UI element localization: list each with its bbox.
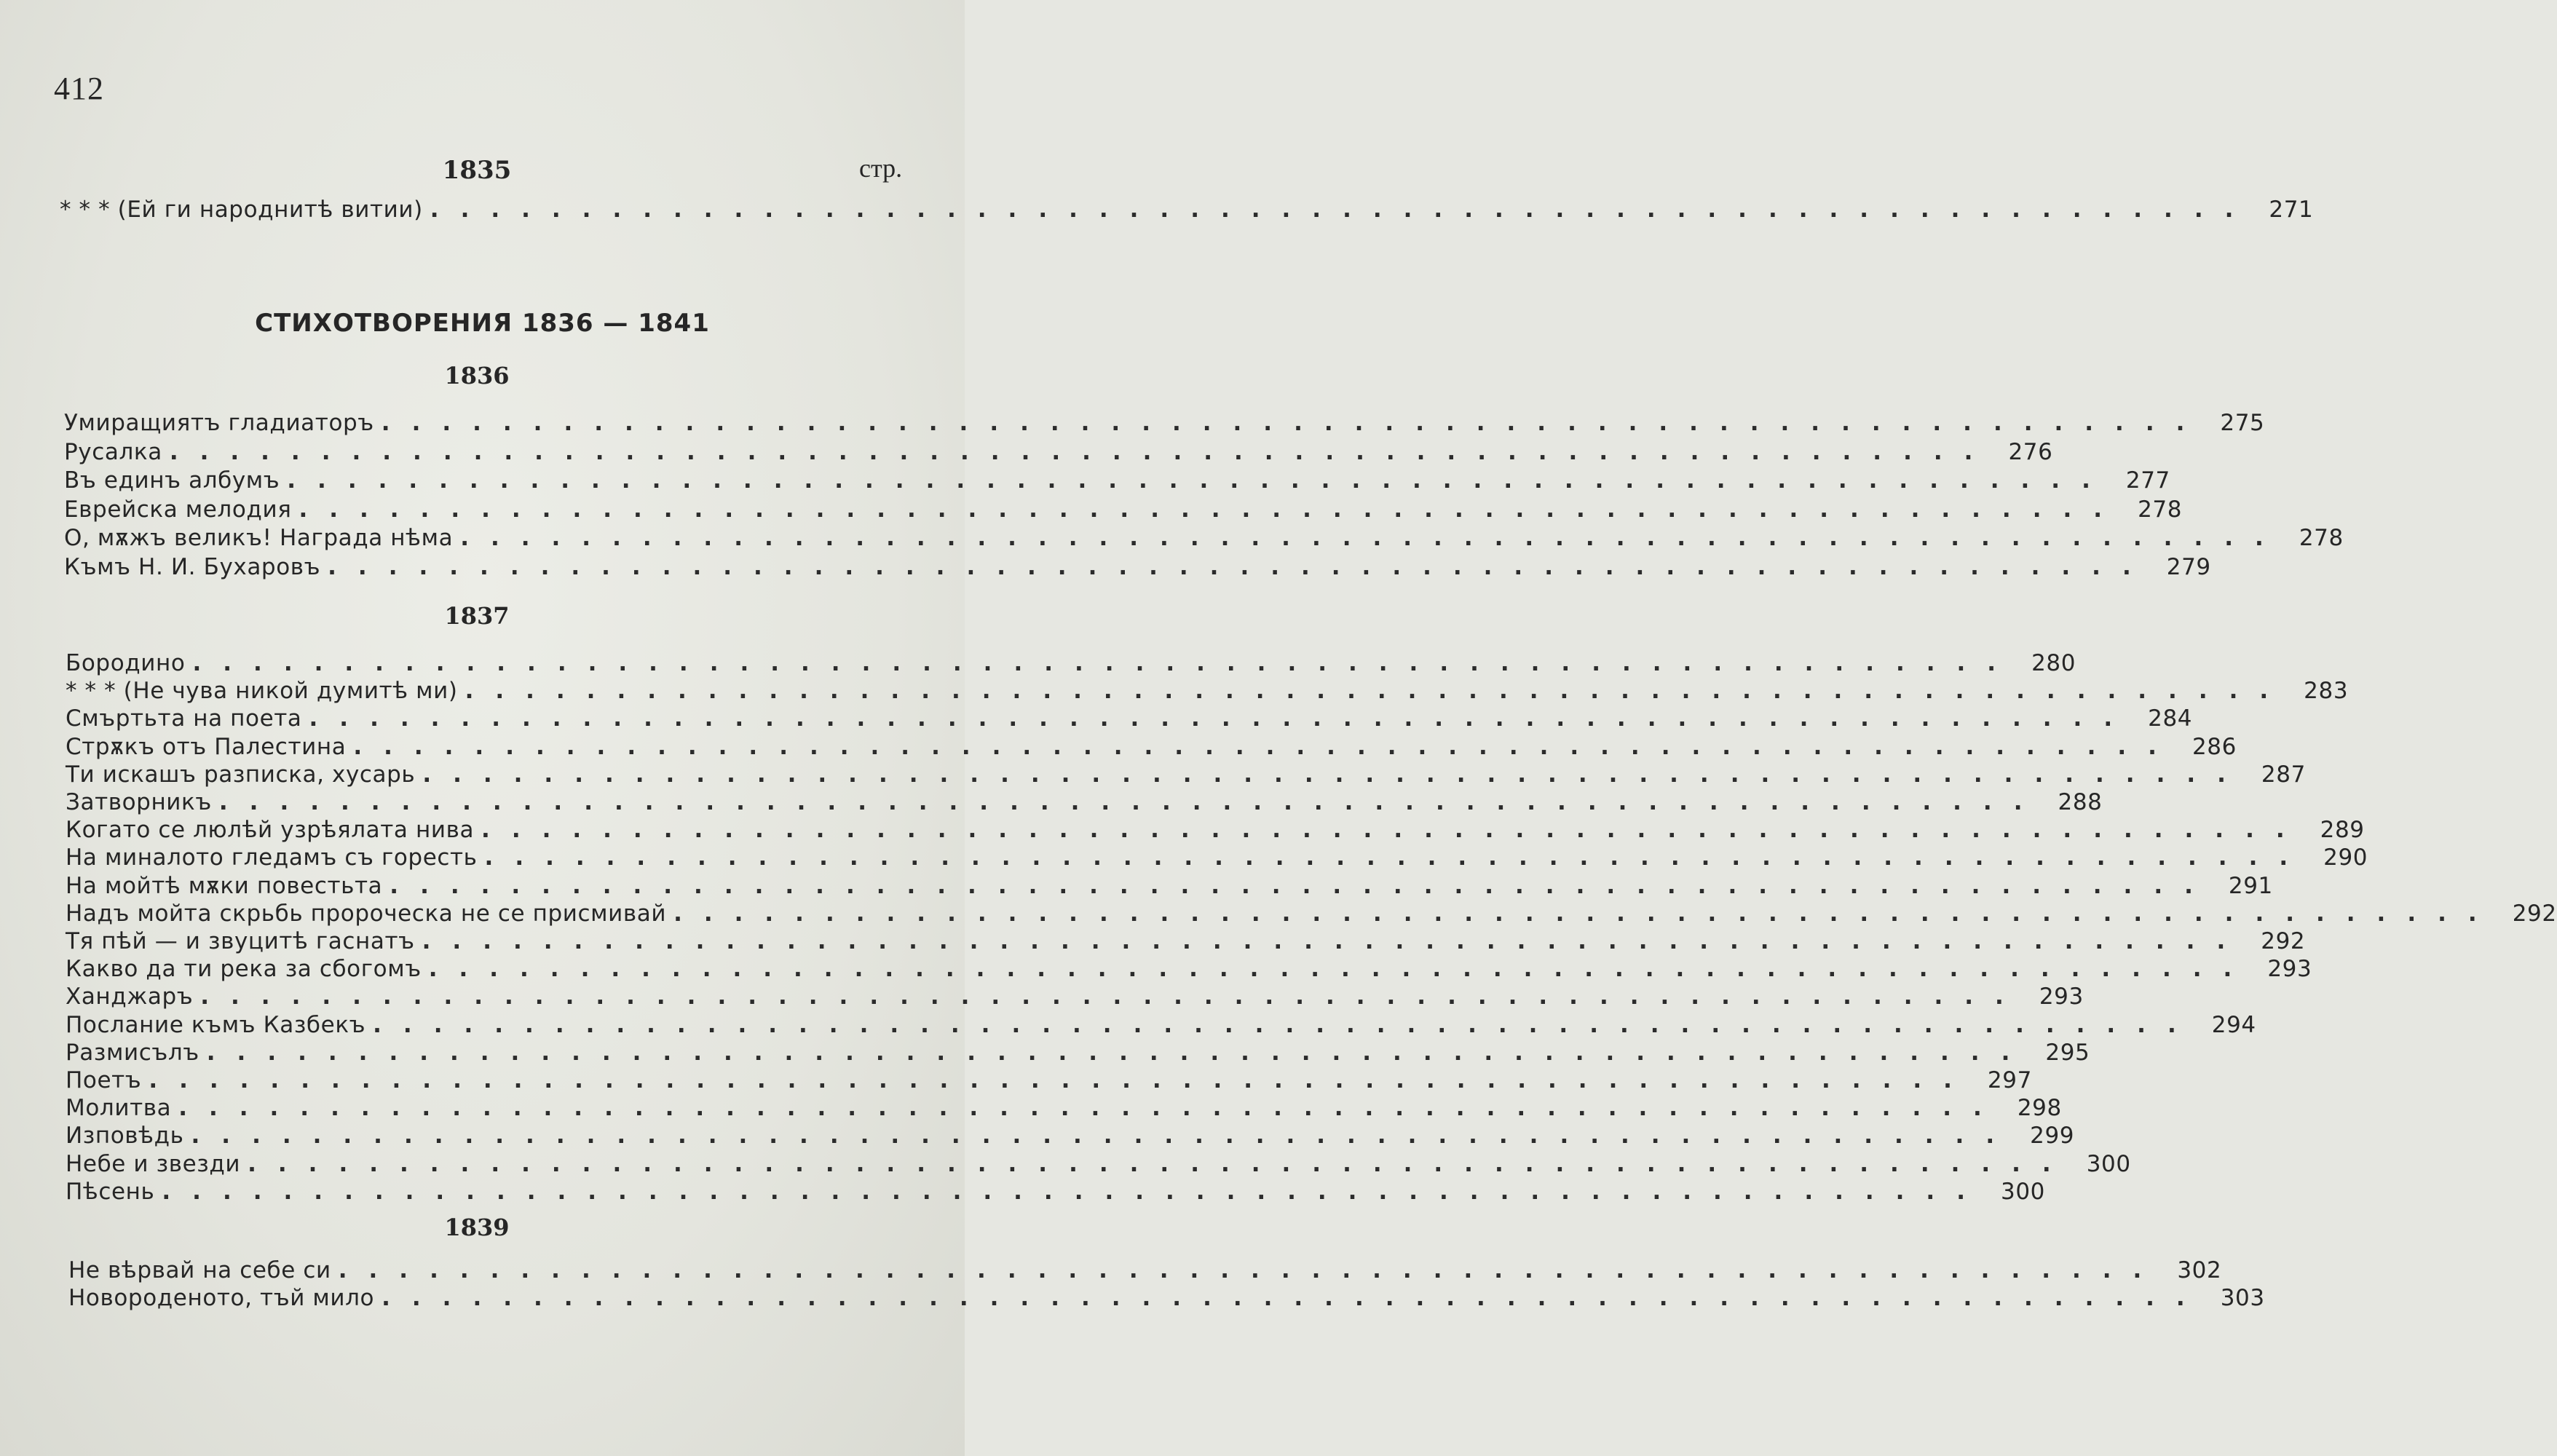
toc-entry — [66, 1178, 2045, 1206]
leader-dots: ............................................................ — [178, 1095, 2004, 1122]
toc-entry-title: Бородино — [66, 650, 186, 676]
leader-dots: ............................................................ — [309, 705, 2135, 732]
toc-entry-title: Какво да ти река за сбогомъ — [66, 956, 422, 983]
toc-entry-page: 289 — [2320, 817, 2365, 844]
leader-dots: ............................................................ — [338, 1257, 2164, 1283]
toc-entry-page: 294 — [2211, 1011, 2256, 1038]
year-heading-1837: 1837 — [444, 602, 510, 630]
toc-entry-title: Небе и звезди — [66, 1150, 241, 1177]
toc-entry-page: 297 — [1987, 1067, 2032, 1093]
toc-entry — [60, 197, 2314, 224]
leader-dots: ............................................................ — [481, 817, 2307, 844]
toc-entry — [64, 438, 2053, 467]
leader-dots: ............................................................ — [382, 1285, 2207, 1311]
toc-entry — [64, 525, 2344, 553]
toc-entry-title: Размисълъ — [66, 1039, 199, 1066]
toc-entry-page: 300 — [2001, 1178, 2045, 1205]
toc-entry-title: Когато се люлѣй узрѣялата нива — [66, 817, 475, 844]
toc-entry-page: 298 — [2017, 1095, 2062, 1122]
toc-entry-title: Тя пѣй — и звуцитѣ гаснатъ — [66, 928, 415, 954]
toc-entry — [66, 761, 2306, 789]
page-column-label: стр. — [859, 154, 903, 183]
toc-entry — [66, 1039, 2090, 1067]
leader-dots: ............................................................ — [390, 872, 2215, 899]
leader-dots: ............................................................ — [430, 197, 2256, 223]
toc-entry — [66, 844, 2368, 872]
year-heading-1839: 1839 — [444, 1214, 510, 1241]
toc-entry-page: 292 — [2512, 900, 2557, 927]
toc-entry — [66, 928, 2306, 956]
toc-entry — [66, 650, 2076, 678]
toc-entry-page: 287 — [2261, 761, 2306, 788]
toc-entry-page: 293 — [2267, 956, 2312, 983]
toc-entry — [66, 984, 2084, 1011]
toc-entry-title: О, мѫжъ великъ! Награда нѣма — [64, 525, 454, 551]
toc-entry — [66, 900, 2557, 928]
toc-entry — [66, 872, 2273, 901]
toc-entry-page: 283 — [2304, 678, 2349, 705]
toc-entry — [66, 678, 2349, 705]
toc-entry-page: 299 — [2030, 1123, 2075, 1150]
leader-dots: ............................................................ — [460, 525, 2285, 551]
toc-entry-title: На мойтѣ мѫки повестьта — [66, 872, 383, 899]
toc-entry — [66, 1011, 2256, 1040]
toc-entry-title: Еврейска мелодия — [64, 496, 292, 523]
leader-dots: ............................................................ — [200, 984, 2026, 1010]
toc-entry-page: 278 — [2138, 496, 2183, 523]
toc-entry-page: 286 — [2192, 733, 2237, 760]
toc-entry-page: 292 — [2261, 928, 2306, 954]
toc-entry-title: Умиращиятъ гладиаторъ — [64, 410, 374, 436]
leader-dots: ............................................................ — [484, 844, 2310, 871]
toc-entry-title: * * * (Ей ги народнитѣ витии) — [60, 197, 423, 223]
toc-entry — [64, 496, 2183, 524]
toc-entry-page: 278 — [2299, 525, 2344, 551]
page-number: 412 — [54, 71, 104, 106]
leader-dots: ............................................................ — [465, 678, 2291, 705]
leader-dots: ............................................................ — [673, 900, 2499, 927]
toc-entry-title: Изповѣдь — [66, 1123, 184, 1150]
toc-entry-title: Пѣсень — [66, 1178, 155, 1205]
toc-entry — [66, 817, 2365, 844]
toc-entry — [64, 410, 2265, 438]
toc-entry — [66, 1150, 2131, 1179]
leader-dots: ............................................................ — [422, 928, 2248, 954]
leader-dots: ............................................................ — [381, 410, 2207, 436]
toc-entry-title: Въ единъ албумъ — [64, 467, 280, 494]
toc-entry — [66, 1067, 2032, 1095]
toc-entry-page: 290 — [2323, 844, 2368, 871]
year-heading-1836: 1836 — [444, 362, 510, 389]
toc-entry-page: 280 — [2031, 650, 2076, 676]
leader-dots: ............................................................ — [422, 761, 2248, 788]
leader-dots: ............................................................ — [149, 1067, 1974, 1093]
toc-entry-title: Молитва — [66, 1095, 172, 1122]
year-heading-1835: 1835 — [442, 156, 512, 185]
toc-entry-title: Смъртьта на поета — [66, 705, 302, 732]
toc-entry-title: Поетъ — [66, 1067, 142, 1093]
leader-dots: ............................................................ — [169, 438, 1995, 465]
leader-dots: ............................................................ — [373, 1011, 2198, 1038]
toc-entry-page: 293 — [2039, 984, 2084, 1010]
leader-dots: ............................................................ — [192, 650, 2018, 676]
toc-entry-title: Русалка — [64, 438, 162, 465]
toc-entry — [66, 1095, 2062, 1123]
toc-entry — [66, 956, 2312, 984]
toc-entry-title: Надъ мойта скрьбь пророческа не се присмивай — [66, 900, 667, 927]
toc-entry — [66, 733, 2237, 761]
toc-entry — [64, 467, 2170, 495]
toc-entry-page: 276 — [2008, 438, 2053, 465]
toc-entry — [68, 1257, 2222, 1285]
toc-entry-title: Новороденото, тъй мило — [68, 1285, 375, 1311]
leader-dots: ............................................................ — [248, 1150, 2073, 1177]
toc-entry-page: 291 — [2228, 872, 2273, 899]
toc-entry-page: 284 — [2148, 705, 2193, 732]
leader-dots: ............................................................ — [218, 789, 2044, 815]
leader-dots: ............................................................ — [299, 496, 2125, 523]
toc-entry — [66, 789, 2103, 817]
leader-dots: ............................................................ — [328, 553, 2153, 580]
toc-entry — [64, 553, 2211, 582]
leader-dots: ............................................................ — [191, 1123, 2017, 1150]
leader-dots: ............................................................ — [162, 1178, 1987, 1205]
leader-dots: ............................................................ — [428, 956, 2254, 983]
leader-dots: ............................................................ — [206, 1039, 2032, 1066]
section-title: СТИХОТВОРЕНИЯ 1836 — 1841 — [255, 309, 710, 338]
toc-entry-page: 288 — [2058, 789, 2103, 815]
toc-entry-title: * * * (Не чува никой думитѣ ми) — [66, 678, 458, 705]
toc-entry-page: 302 — [2177, 1257, 2222, 1283]
leader-dots: ............................................................ — [287, 467, 2112, 494]
toc-entry-title: Стрѫкъ отъ Палестина — [66, 733, 347, 760]
toc-entry-page: 279 — [2166, 553, 2211, 580]
leader-dots: ............................................................ — [353, 733, 2178, 760]
toc-entry-page: 277 — [2125, 467, 2170, 494]
toc-entry-page: 275 — [2220, 410, 2265, 436]
toc-entry — [66, 705, 2193, 733]
toc-entry — [68, 1285, 2265, 1313]
toc-entry-title: На миналото гледамъ съ горесть — [66, 844, 478, 871]
toc-entry-page: 303 — [2220, 1285, 2265, 1311]
toc-entry-title: Къмъ Н. И. Бухаровъ — [64, 553, 321, 580]
toc-entry-page: 300 — [2086, 1150, 2131, 1177]
toc-entry-title: Затворникъ — [66, 789, 212, 815]
toc-entry-title: Послание къмъ Казбекъ — [66, 1011, 366, 1038]
toc-entry-page: 295 — [2045, 1039, 2090, 1066]
toc-entry — [66, 1123, 2075, 1150]
toc-entry-title: Ханджаръ — [66, 984, 194, 1010]
toc-entry-title: Ти искашъ разписка, хусарь — [66, 761, 416, 788]
toc-entry-title: Не вѣрвай на себе си — [68, 1257, 331, 1283]
toc-entry-page: 271 — [2269, 197, 2314, 223]
